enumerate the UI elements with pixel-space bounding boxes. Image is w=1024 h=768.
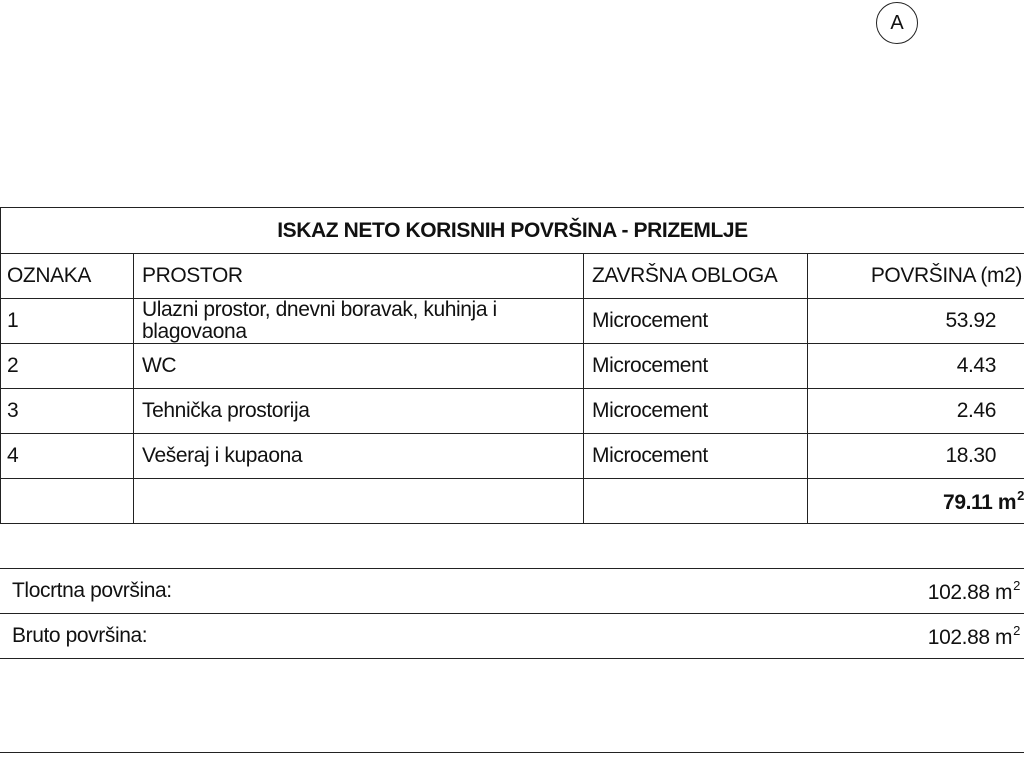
summary-label: Tlocrtna površina: [0, 569, 700, 614]
total-unit-exponent: 2 [1017, 487, 1024, 503]
cell-obloga: Microcement [584, 389, 808, 434]
section-marker-a: A [876, 2, 918, 44]
table-title: ISKAZ NETO KORISNIH POVRŠINA - PRIZEMLJE [1, 208, 1024, 254]
cell-prostor: Ulazni prostor, dnevni boravak, kuhinja i blagovaona [134, 299, 584, 344]
cell-prostor: Tehnička prostorija [134, 389, 584, 434]
summary-value-number: 102.88 m [927, 580, 1013, 604]
header-povrsina: POVRŠINA (m2) [808, 254, 1024, 299]
table-row [1, 389, 1024, 434]
cell-obloga: Microcement [584, 344, 808, 389]
cell-prostor: WC [134, 344, 584, 389]
table-total-row [1, 479, 1024, 524]
cell-obloga: Microcement [584, 434, 808, 479]
total-area [808, 479, 1024, 524]
cell-povrsina: 18.30 [808, 434, 1024, 479]
summary-unit-exponent: 2 [1013, 577, 1020, 593]
summary-unit-exponent: 2 [1013, 622, 1020, 638]
table-row [1, 434, 1024, 479]
table-title-row [1, 208, 1024, 254]
total-value: 79.11 m [943, 490, 1017, 514]
summary-label: Bruto površina: [0, 614, 700, 659]
cell-oznaka: 3 [1, 389, 134, 434]
net-area-table [0, 207, 1024, 524]
cell-prostor: Vešeraj i kupaona [134, 434, 584, 479]
summary-row-bruto [0, 614, 1024, 659]
table-header-row [1, 254, 1024, 299]
summary-value-number: 102.88 m [927, 625, 1013, 649]
header-obloga: ZAVRŠNA OBLOGA [584, 254, 808, 299]
cell-oznaka: 4 [1, 434, 134, 479]
divider [0, 752, 1024, 753]
table-row [1, 344, 1024, 389]
summary-value [700, 569, 1024, 614]
cell-povrsina: 4.43 [808, 344, 1024, 389]
cell-povrsina: 2.46 [808, 389, 1024, 434]
empty-cell [584, 479, 808, 524]
header-oznaka: OZNAKA [1, 254, 134, 299]
summary-row-tlocrtna [0, 569, 1024, 614]
empty-cell [134, 479, 584, 524]
summary-value [700, 614, 1024, 659]
header-prostor: PROSTOR [134, 254, 584, 299]
summary-table [0, 568, 1024, 659]
cell-oznaka: 1 [1, 299, 134, 344]
table-row [1, 299, 1024, 344]
cell-obloga: Microcement [584, 299, 808, 344]
cell-oznaka: 2 [1, 344, 134, 389]
cell-povrsina: 53.92 [808, 299, 1024, 344]
empty-cell [1, 479, 134, 524]
